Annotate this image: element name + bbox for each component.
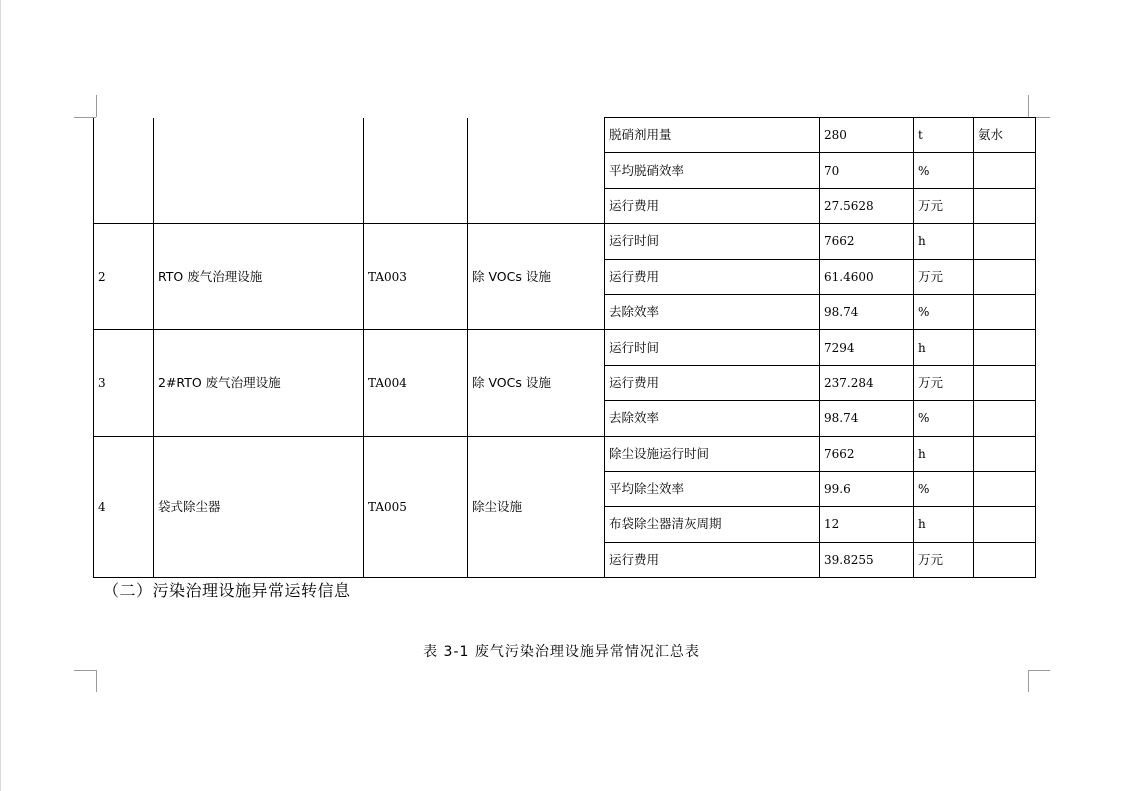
metric-item-cell: 运行时间	[605, 224, 820, 259]
metric-value-cell: 99.6	[820, 471, 914, 506]
remark-cell	[974, 294, 1036, 329]
table-row	[94, 436, 1036, 471]
metric-value-cell: 7662	[820, 224, 914, 259]
remark-cell	[974, 153, 1036, 188]
remark-cell	[974, 224, 1036, 259]
remark-cell: 氨水	[974, 118, 1036, 153]
remark-cell	[974, 401, 1036, 436]
metric-value-cell: 98.74	[820, 401, 914, 436]
crop-mark-top-right-v	[1028, 95, 1029, 117]
metric-item-cell: 平均除尘效率	[605, 471, 820, 506]
facility-name-cell: RTO 废气治理设施	[154, 224, 364, 330]
facility-name-cell: 袋式除尘器	[154, 436, 364, 578]
metric-item-cell: 平均脱硝效率	[605, 153, 820, 188]
remark-cell	[974, 471, 1036, 506]
crop-mark-bottom-left-v	[96, 670, 97, 692]
metric-item-cell: 布袋除尘器清灰周期	[605, 507, 820, 542]
crop-mark-bottom-right-v	[1028, 670, 1029, 692]
metric-unit-cell: 万元	[914, 365, 974, 400]
facility-type-cell: 除 VOCs 设施	[468, 224, 605, 330]
facility-type-cell: 除 VOCs 设施	[468, 330, 605, 436]
facility-name-cell: 2#RTO 废气治理设施	[154, 330, 364, 436]
remark-cell	[974, 330, 1036, 365]
metric-unit-cell: h	[914, 224, 974, 259]
metric-unit-cell: 万元	[914, 188, 974, 223]
index-cell: 3	[94, 330, 154, 436]
metric-value-cell: 70	[820, 153, 914, 188]
metric-item-cell: 运行费用	[605, 188, 820, 223]
metric-unit-cell: h	[914, 436, 974, 471]
facility-table	[93, 117, 1036, 578]
facility-code-cell: TA003	[364, 224, 468, 330]
metric-value-cell: 280	[820, 118, 914, 153]
metric-unit-cell: h	[914, 507, 974, 542]
metric-value-cell: 237.284	[820, 365, 914, 400]
section-heading: （二）污染治理设施异常运转信息	[103, 581, 351, 600]
metric-unit-cell: %	[914, 153, 974, 188]
metric-value-cell: 12	[820, 507, 914, 542]
metric-item-cell: 运行费用	[605, 365, 820, 400]
remark-cell	[974, 507, 1036, 542]
remark-cell	[974, 259, 1036, 294]
metric-item-cell: 运行费用	[605, 259, 820, 294]
metric-item-cell: 脱硝剂用量	[605, 118, 820, 153]
facility-type-cell	[468, 118, 605, 224]
remark-cell	[974, 542, 1036, 577]
crop-mark-top-left-v	[96, 95, 97, 117]
facility-code-cell	[364, 118, 468, 224]
remark-cell	[974, 188, 1036, 223]
metric-value-cell: 61.4600	[820, 259, 914, 294]
remark-cell	[974, 365, 1036, 400]
metric-unit-cell: h	[914, 330, 974, 365]
metric-value-cell: 7294	[820, 330, 914, 365]
metric-item-cell: 去除效率	[605, 401, 820, 436]
index-cell	[94, 118, 154, 224]
index-cell: 2	[94, 224, 154, 330]
metric-value-cell: 7662	[820, 436, 914, 471]
metric-item-cell: 除尘设施运行时间	[605, 436, 820, 471]
table-row	[94, 330, 1036, 365]
index-cell: 4	[94, 436, 154, 578]
metric-unit-cell: %	[914, 401, 974, 436]
facility-type-cell: 除尘设施	[468, 436, 605, 578]
table-caption: 表 3-1 废气污染治理设施异常情况汇总表	[423, 644, 700, 660]
metric-unit-cell: 万元	[914, 542, 974, 577]
facility-code-cell: TA005	[364, 436, 468, 578]
facility-code-cell: TA004	[364, 330, 468, 436]
metric-value-cell: 98.74	[820, 294, 914, 329]
metric-unit-cell: %	[914, 471, 974, 506]
crop-mark-bottom-right-h	[1028, 670, 1050, 671]
metric-item-cell: 运行时间	[605, 330, 820, 365]
crop-mark-bottom-left-h	[74, 670, 96, 671]
metric-value-cell: 39.8255	[820, 542, 914, 577]
metric-item-cell: 去除效率	[605, 294, 820, 329]
metric-item-cell: 运行费用	[605, 542, 820, 577]
remark-cell	[974, 436, 1036, 471]
metric-value-cell: 27.5628	[820, 188, 914, 223]
facility-name-cell	[154, 118, 364, 224]
page-edge	[0, 0, 1, 791]
metric-unit-cell: %	[914, 294, 974, 329]
table-row	[94, 118, 1036, 153]
metric-unit-cell: t	[914, 118, 974, 153]
table-row	[94, 224, 1036, 259]
metric-unit-cell: 万元	[914, 259, 974, 294]
